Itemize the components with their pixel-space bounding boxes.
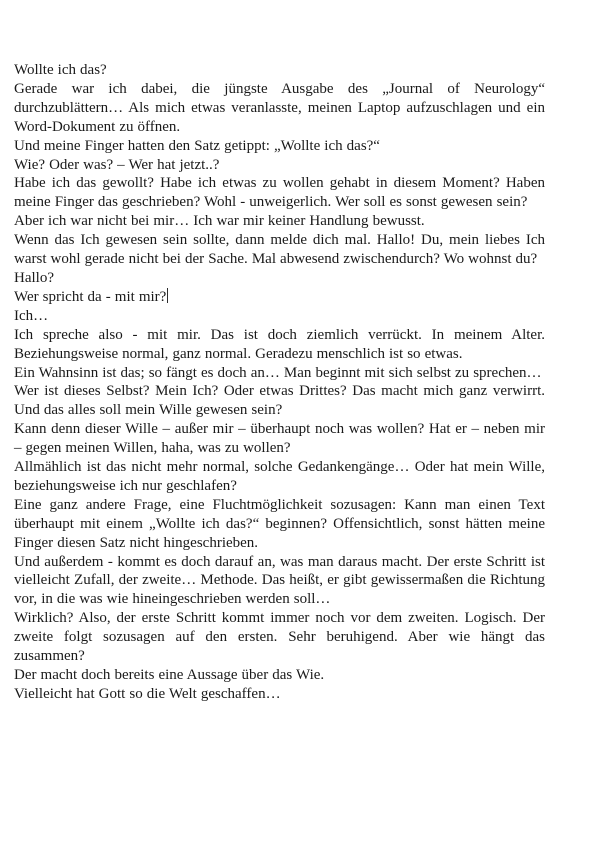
paragraph[interactable]: Ich… [14,307,49,324]
paragraph[interactable]: Ich spreche also - mit mir. Das ist doch ziemlich verrückt. In meinem Alter. Beziehungsweise normal, ganz normal. Geradezu menschlich ist so etwas. [14,326,545,362]
paragraph-text: Wer spricht da - mit mir? [14,288,167,305]
paragraph[interactable]: Und meine Finger hatten den Satz getippt: „Wollte ich das?“ [14,137,380,154]
paragraph[interactable]: Kann denn dieser Wille – außer mir – überhaupt noch was wollen? Hat er – neben mir – gegen meinen Willen, haha, was zu wollen? [14,421,545,457]
paragraph[interactable]: Eine ganz andere Frage, eine Fluchtmöglichkeit sozusagen: Kann man einen Text überhaupt mit einem „Wollte ich das?“ beginnen? Offensichtlich, sonst hätten meine Finger diesen Satz nicht hingeschrieben. [14,496,545,551]
paragraph[interactable]: Wie? Oder was? – Wer hat jetzt..? [14,156,220,173]
paragraph[interactable]: Vielleicht hat Gott so die Welt geschaffen… [14,685,281,702]
paragraph[interactable]: Gerade war ich dabei, die jüngste Ausgabe des „Journal of Neurology“ durchzublättern… Als mich etwas veranlasste, meinen Laptop aufzuschlagen und ein Word-Dokument zu öffnen. [14,80,545,135]
paragraph[interactable]: Aber ich war nicht bei mir… Ich war mir keiner Handlung bewusst. [14,213,425,230]
paragraph[interactable]: Der macht doch bereits eine Aussage über das Wie. [14,667,325,683]
document-text-area[interactable] [14,61,545,704]
text-cursor [167,288,168,303]
paragraph[interactable]: Wirklich? Also, der erste Schritt kommt immer noch vor dem zweiten. Logisch. Der zweite folgt sozusagen auf den ersten. Sehr beruhigend. Aber wie hängt das zusammen? [14,610,545,665]
paragraph[interactable]: Allmählich ist das nicht mehr normal, solche Gedankengänge… Oder hat mein Wille, beziehungsweise ich nur geschlafen? [14,459,545,494]
paragraph[interactable]: Wenn das Ich gewesen sein sollte, dann melde dich mal. Hallo! Du, mein liebes Ich warst wohl gerade nicht bei der Sache. Mal abwesend zwischendurch? Wo wohnst du? [14,232,545,268]
paragraph[interactable]: Hallo? [14,269,54,286]
paragraph[interactable] [14,288,545,307]
paragraph[interactable]: Habe ich das gewollt? Habe ich etwas zu wollen gehabt in diesem Moment? Haben meine Finger das geschrieben? Wohl - unweigerlich. Wer soll es sonst gewesen sein? [14,175,545,211]
paragraph[interactable]: Wollte ich das? [14,62,107,78]
paragraph[interactable]: Wer ist dieses Selbst? Mein Ich? Oder etwas Drittes? Das macht mich ganz verwirrt. Und das alles soll mein Wille gewesen sein? [14,383,545,419]
paragraph[interactable]: Ein Wahnsinn ist das; so fängt es doch an… Man beginnt mit sich selbst zu sprechen… [14,364,542,381]
paragraph[interactable]: Und außerdem - kommt es doch darauf an, was man daraus macht. Der erste Schritt ist vielleicht Zufall, der zweite… Methode. Das heißt, er gibt gewissermaßen die Richtung vor, in die was wie hineingeschrieben werden soll… [14,553,545,608]
